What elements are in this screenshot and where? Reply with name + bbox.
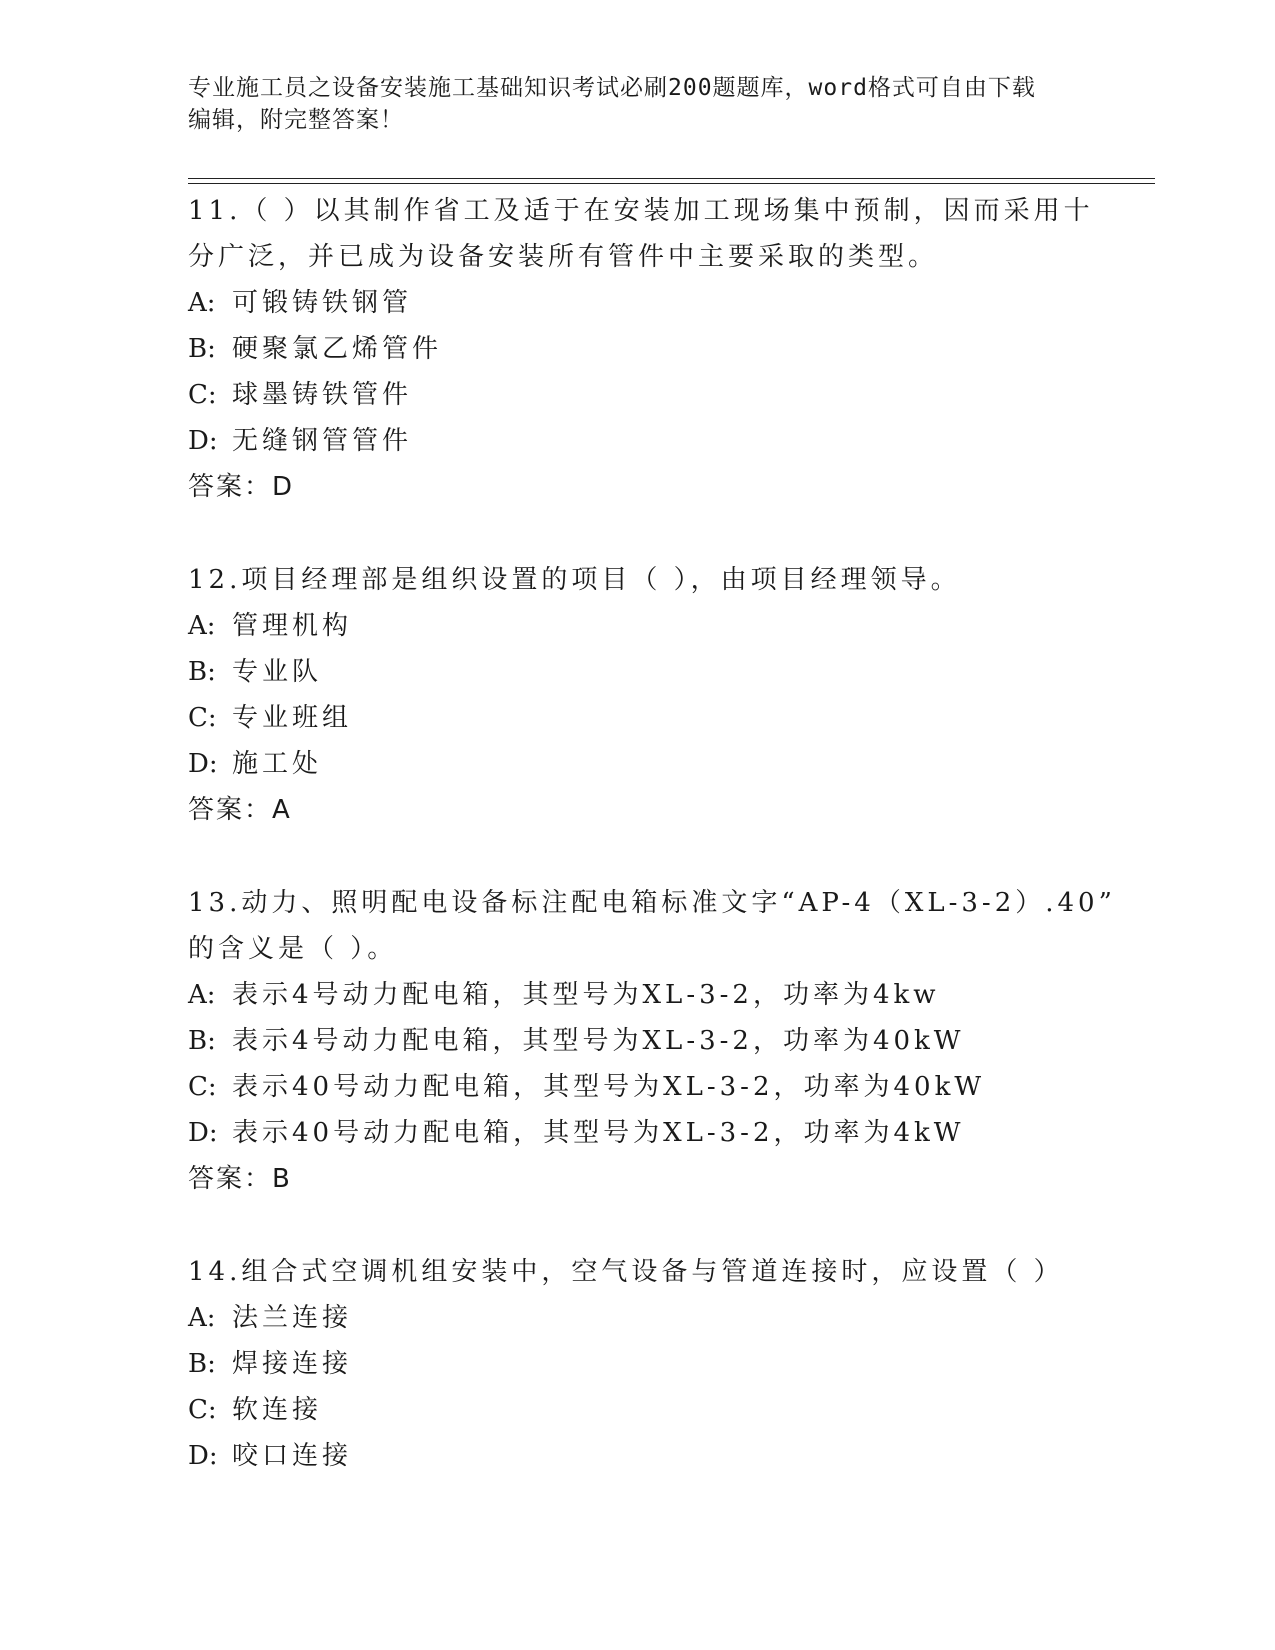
- option-letter: B:: [188, 334, 216, 364]
- question-14: [188, 1249, 1118, 1479]
- option-letter: C:: [188, 1395, 217, 1425]
- question-12: [188, 557, 1118, 833]
- option-text: 专业班组: [232, 703, 353, 733]
- option-d: [188, 1433, 1118, 1479]
- question-spacer: [188, 833, 1118, 880]
- option-text: 施工处: [232, 749, 323, 779]
- option-text: 无缝钢管管件: [232, 426, 413, 456]
- question-stem: 11.（ ）以其制作省工及适于在安装加工现场集中预制，因而采用十: [188, 196, 1094, 226]
- option-letter: A:: [188, 980, 216, 1010]
- question-stem: 的含义是（ ）。: [188, 934, 398, 964]
- option-letter: B:: [188, 657, 216, 687]
- option-text: 表示40号动力配电箱，其型号为XL-3-2，功率为4kW: [232, 1118, 965, 1148]
- option-text: 球墨铸铁管件: [232, 380, 413, 410]
- option-text: 表示4号动力配电箱，其型号为XL-3-2，功率为40kW: [232, 1026, 965, 1056]
- option-c: [188, 372, 1118, 418]
- option-text: 硬聚氯乙烯管件: [232, 334, 443, 364]
- option-d: [188, 418, 1118, 464]
- option-letter: B:: [188, 1349, 216, 1379]
- option-letter: D:: [188, 1441, 218, 1471]
- option-letter: C:: [188, 380, 217, 410]
- option-text: 软连接: [232, 1395, 323, 1425]
- question-spacer: [188, 1202, 1118, 1249]
- option-letter: A:: [188, 1303, 216, 1333]
- question-13: [188, 880, 1118, 1202]
- option-text: 焊接连接: [232, 1349, 353, 1379]
- option-letter: D:: [188, 749, 218, 779]
- option-text: 专业队: [232, 657, 323, 687]
- option-letter: C:: [188, 1072, 217, 1102]
- option-letter: B:: [188, 1026, 216, 1056]
- option-b: [188, 649, 1118, 695]
- option-text: 咬口连接: [232, 1441, 353, 1471]
- option-text: 法兰连接: [232, 1303, 353, 1333]
- question-stem: 分广泛，并已成为设备安装所有管件中主要采取的类型。: [188, 242, 939, 272]
- option-c: [188, 1064, 1118, 1110]
- header-divider-bottom: [188, 183, 1155, 184]
- option-letter: D:: [188, 426, 218, 456]
- option-b: [188, 326, 1118, 372]
- document-header: [188, 72, 1088, 136]
- option-letter: D:: [188, 1118, 218, 1148]
- option-text: 可锻铸铁钢管: [232, 288, 413, 318]
- option-a: [188, 1295, 1118, 1341]
- option-d: [188, 1110, 1118, 1156]
- question-stem: 12.项目经理部是组织设置的项目（ ），由项目经理领导。: [188, 565, 961, 595]
- option-b: [188, 1018, 1118, 1064]
- option-d: [188, 741, 1118, 787]
- option-a: [188, 603, 1118, 649]
- option-letter: A:: [188, 611, 216, 641]
- header-divider-top: [188, 178, 1155, 179]
- header-title-line-1: 专业施工员之设备安装施工基础知识考试必刷200题题库，word格式可自由下载: [188, 75, 1036, 101]
- option-b: [188, 1341, 1118, 1387]
- answer-line: 答案：B: [188, 1164, 292, 1194]
- header-title-line-2: 编辑，附完整答案！: [188, 107, 404, 133]
- option-a: [188, 280, 1118, 326]
- question-spacer: [188, 510, 1118, 557]
- question-11: [188, 188, 1118, 510]
- answer-line: 答案：D: [188, 472, 295, 502]
- option-letter: C:: [188, 703, 217, 733]
- option-text: 表示40号动力配电箱，其型号为XL-3-2，功率为40kW: [232, 1072, 986, 1102]
- option-text: 表示4号动力配电箱，其型号为XL-3-2，功率为4kw: [232, 980, 940, 1010]
- option-letter: A:: [188, 288, 216, 318]
- option-a: [188, 972, 1118, 1018]
- option-c: [188, 695, 1118, 741]
- option-c: [188, 1387, 1118, 1433]
- question-stem: 13.动力、照明配电设备标注配电箱标准文字“AP-4（XL-3-2）.40”: [188, 888, 1116, 918]
- question-stem: 14.组合式空调机组安装中，空气设备与管道连接时，应设置（ ）: [188, 1257, 1064, 1287]
- answer-line: 答案：A: [188, 795, 292, 825]
- option-text: 管理机构: [232, 611, 353, 641]
- question-list: [188, 188, 1118, 1479]
